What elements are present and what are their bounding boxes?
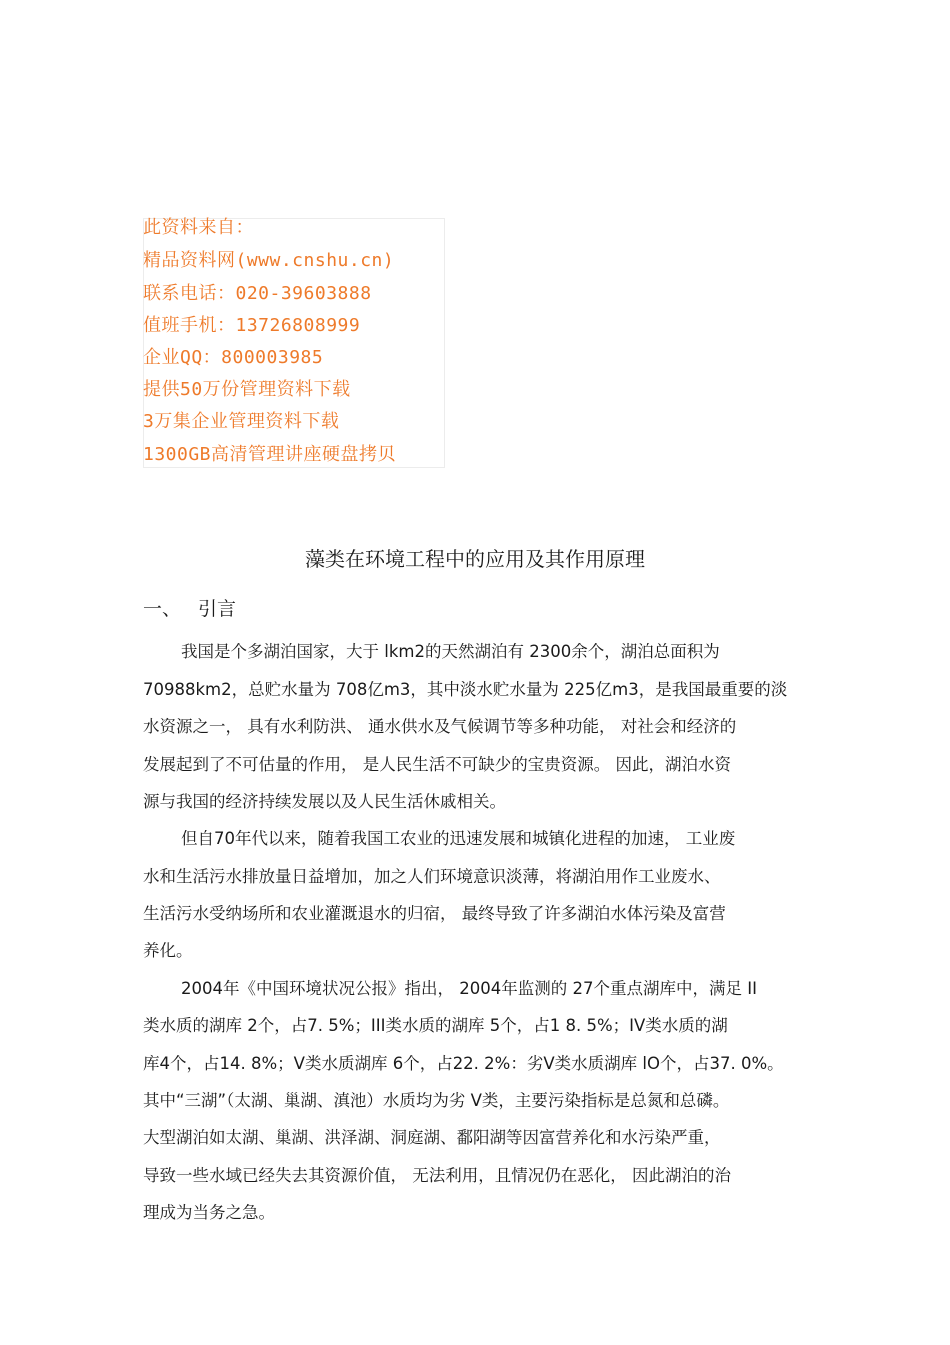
section-title: 引言 [198, 598, 237, 620]
source-notice-line: 3万集企业管理资料下载 [143, 411, 340, 432]
source-notice-line: 1300GB高清管理讲座硬盘拷贝 [143, 444, 397, 465]
source-notice-line: 提供50万份管理资料下载 [143, 379, 351, 400]
section-heading [143, 595, 236, 623]
source-notice-website[interactable]: 精品资料网(www.cnshu.cn) [143, 250, 395, 271]
paragraph-line: 生活污水受纳场所和农业灌溉退水的归宿， 最终导致了许多湖泊水体污染及富营 [143, 904, 726, 923]
source-notice-line: 此资料来自： [143, 217, 254, 238]
paragraph-line: 70988km2，总贮水量为 708亿m3，其中淡水贮水量为 225亿m3，是我国最重要的淡 [143, 680, 788, 699]
paragraph-line: 大型湖泊如太湖、巢湖、洪泽湖、洞庭湖、鄱阳湖等因富营养化和水污染严重， [143, 1128, 721, 1147]
paragraph-line: 我国是个多湖泊国家，大于 lkm2的天然湖泊有 2300余个，湖泊总面积为 [181, 642, 720, 661]
paragraph-line: 导致一些水域已经失去其资源价值， 无法利用，且情况仍在恶化， 因此湖泊的治 [143, 1166, 731, 1185]
section-number: 一、 [143, 598, 182, 620]
source-notice-qq: 企业QQ：800003985 [143, 347, 324, 368]
paragraph-line: 2004年《中国环境状况公报》指出， 2004年监测的 27个重点湖库中，满足 II [181, 979, 757, 998]
paragraph-line: 库4个，占14. 8%；V类水质湖库 6个，占22. 2%：劣V类水质湖库 lO个，占37. 0%。 [143, 1054, 784, 1073]
paragraph-line: 水资源之一， 具有水利防洪、 通水供水及气候调节等多种功能， 对社会和经济的 [143, 717, 737, 736]
paragraph-line: 源与我国的经济持续发展以及人民生活休戚相关。 [143, 792, 506, 811]
paragraph-line: 类水质的湖库 2个，占7. 5%；III类水质的湖库 5个，占1 8. 5%；IV类水质的湖 [143, 1016, 728, 1035]
source-notice-phone: 联系电话：020-39603888 [143, 283, 372, 304]
source-notice-mobile: 值班手机：13726808999 [143, 315, 361, 336]
paragraph-line: 养化。 [143, 941, 193, 960]
paragraph-line: 发展起到了不可估量的作用， 是人民生活不可缺少的宝贵资源。 因此，湖泊水资 [143, 755, 731, 774]
paragraph-line: 其中“三湖”（太湖、巢湖、滇池）水质均为劣 V类，主要污染指标是总氮和总磷。 [143, 1091, 730, 1110]
paragraph-line: 但自70年代以来，随着我国工农业的迅速发展和城镇化进程的加速， 工业废 [181, 829, 736, 848]
paragraph-line: 水和生活污水排放量日益增加，加之人们环境意识淡薄，将湖泊用作工业废水、 [143, 867, 721, 886]
document-title: 藻类在环境工程中的应用及其作用原理 [305, 547, 645, 571]
paragraph-line: 理成为当务之急。 [143, 1203, 275, 1222]
